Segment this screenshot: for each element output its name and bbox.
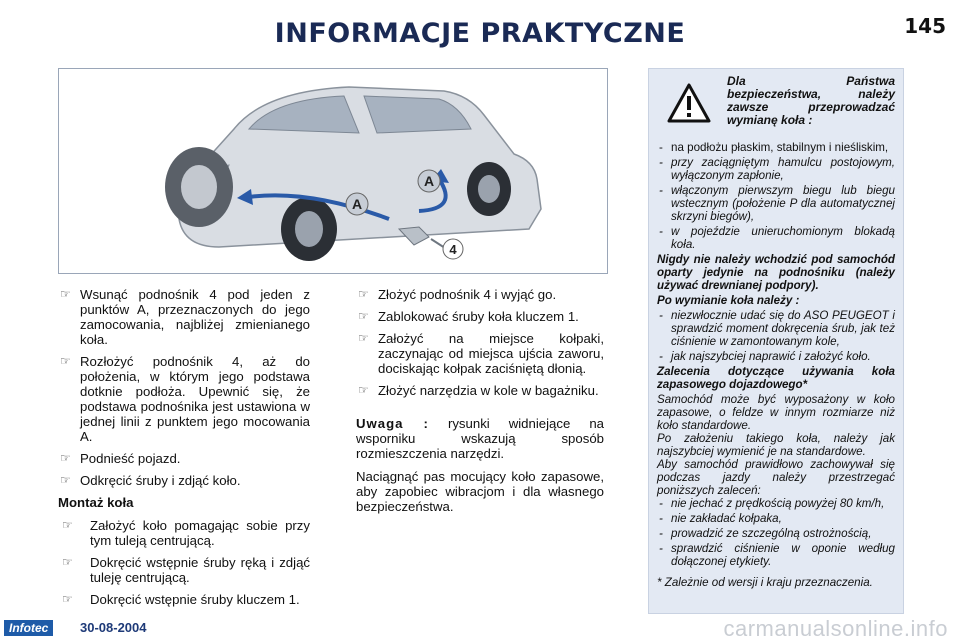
hand-pointer-icon: ☞ [60,473,71,487]
safety-warning-box [648,68,904,614]
warning-bold-text: Po wymianie koła należy : [657,294,800,307]
hand-pointer-icon: ☞ [60,451,71,465]
warning-text: Aby samochód prawidłowo zachowywał się podczas jazdy należy przestrzegać poniższych zaleceń: [657,458,895,497]
hand-pointer-icon: ☞ [62,518,73,532]
rear-rim [478,175,500,203]
list-item: - niezwłocznie udać się do ASO PEUGEOT i sprawdzić moment dokręcenia śrub, jak też ciśnienie w zamontowanym kole, [659,309,895,348]
warning-title: Dla Państwa bezpieczeństwa, należy zawsze przeprowadzać wymianę koła : [727,74,895,127]
hand-pointer-icon: ☞ [62,555,73,569]
watermark: carmanualsonline.info [723,616,948,640]
car-illustration-svg [59,69,608,274]
list-item: ☞ Podnieść pojazd. [60,451,181,466]
hand-pointer-icon: ☞ [60,354,71,368]
list-item: - przy zaciągniętym hamulcu postojowym, wyłączonym zapłonie, [659,156,895,182]
front-rim [295,211,323,247]
list-item: - w pojeździe unieruchomionym blokadą koła. [659,225,895,251]
label-a1: A [351,196,363,212]
list-item: - nie jechać z prędkością powyżej 80 km/h, [659,497,885,510]
label-4: 4 [449,242,457,257]
left-column [58,287,310,614]
footer-date: 30-08-2004 [80,620,147,635]
list-item: ☞ Założyć na miejsce kołpaki, zaczynając od miejsca ujścia zaworu, dociskając kołpak zaciśniętą dłonią. [358,331,604,376]
warning-header [657,75,895,127]
warning-bold-text: Zalecenia dotyczące używania koła zapasowego dojazdowego* [657,365,895,391]
list-item: ☞ Zablokować śruby koła kluczem 1. [358,309,579,324]
strap-paragraph: Naciągnąć pas mocujący koło zapasowe, aby zapobiec wibracjom i dla własnego bezpieczeństwa. [356,469,604,514]
label-a2: A [423,173,435,189]
hand-pointer-icon: ☞ [358,309,369,323]
warning-text: Po założeniu takiego koła, należy jak najszybciej wymienić je na standardowe. [657,432,895,458]
footnote: * Zależnie od wersji i kraju przeznaczenia. [657,576,873,589]
list-item: ☞ Rozłożyć podnośnik 4, aż do położenia, w którym jego podstawa dotknie podłoża. Upewnić się, że podstawa podnośnika jest ustawiona w jednej linii z punktem jego mocowania A. [60,354,310,444]
note-label: Uwaga : [356,416,429,431]
list-item: ☞ Wsunąć podnośnik 4 pod jeden z punktów A, przeznaczonych do jego zamocowania, najbliżej zmienianego koła. [60,287,310,347]
page-title: INFORMACJE PRAKTYCZNE [274,18,686,49]
right-column [356,287,604,522]
note-paragraph: Uwaga : rysunki widniejące na wsporniku wskazują sposób rozmieszczenia narzędzi. [356,416,604,461]
list-item: - nie zakładać kołpaka, [659,512,782,525]
car-jack-illustration [58,68,608,274]
list-item: - jak najszybciej naprawić i założyć koło. [659,350,871,363]
list-item: - włączonym pierwszym biegu lub biegu wstecznym (położenie P dla automatycznej skrzyni biegów), [659,184,895,223]
hand-pointer-icon: ☞ [60,287,71,301]
warning-text: Samochód może być wyposażony w koło zapasowe, o feldze w innym rozmiarze niż koło standardowe. [657,393,895,432]
hand-pointer-icon: ☞ [62,592,73,606]
page-number: 145 [904,14,946,38]
spare-rim [181,165,217,209]
mount-list [58,518,310,607]
infotec-logo: Infotec [4,620,53,636]
list-item: ☞ Złożyć podnośnik 4 i wyjąć go. [358,287,557,302]
list-item: ☞ Złożyć narzędzia w kole w bagażniku. [358,383,599,398]
list-item: ☞ Dokręcić wstępnie śruby ręką i zdjąć tuleję centrującą. [62,555,310,585]
list-item: ☞ Założyć koło pomagając sobie przy tym tuleją centrującą. [62,518,310,548]
list-item: ☞ Dokręcić wstępnie śruby kluczem 1. [62,592,300,607]
list-item: - na podłożu płaskim, stabilnym i nieśliskim, [659,141,889,154]
mount-heading: Montaż koła [58,495,134,510]
hand-pointer-icon: ☞ [358,331,369,345]
list-item: - sprawdzić ciśnienie w oponie według dołączonej etykiety. [659,542,895,568]
list-item: ☞ Odkręcić śruby i zdjąć koło. [60,473,241,488]
warning-triangle-icon [667,83,711,123]
hand-pointer-icon: ☞ [358,287,369,301]
list-item: - prowadzić ze szczególną ostrożnością, [659,527,872,540]
hand-pointer-icon: ☞ [358,383,369,397]
warning-bold-text: Nigdy nie należy wchodzić pod samochód oparty jedynie na podnośniku (należy używać drewnianej podpory). [657,253,895,292]
car-window-front [249,96,359,133]
